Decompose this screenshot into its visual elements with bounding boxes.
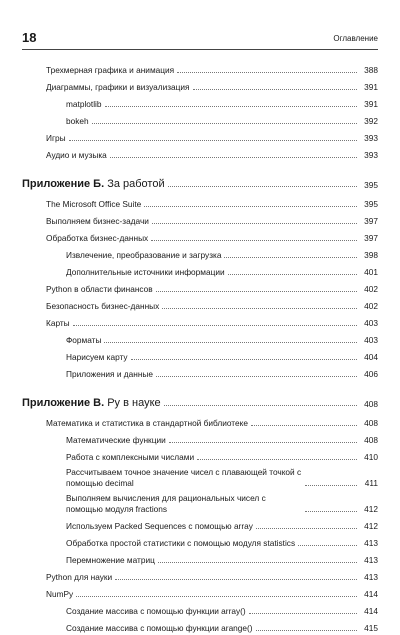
- toc-entry-title: Обработка бизнес-данных: [46, 233, 149, 243]
- toc-entry[interactable]: [22, 228, 378, 245]
- toc-entry-title: Аудио и музыка: [46, 150, 107, 160]
- dot-leader: [131, 359, 357, 360]
- toc-entry-title: Карты: [46, 318, 70, 328]
- dot-leader: [298, 545, 357, 546]
- toc-entry-page: 411: [364, 478, 378, 488]
- toc-entry-title: Создание массива с помощью функции array(): [66, 606, 246, 616]
- toc-entry-title: NumPy: [46, 589, 74, 599]
- toc-entry[interactable]: [22, 447, 378, 464]
- dot-leader: [144, 206, 357, 207]
- dot-leader: [305, 511, 357, 512]
- toc-appendix-c[interactable]: [22, 387, 378, 413]
- toc-entry-title: Создание массива с помощью функции arange(): [66, 623, 253, 633]
- toc-entry[interactable]: [22, 245, 378, 262]
- toc-entry-page: 395: [364, 199, 378, 209]
- toc-entry[interactable]: [22, 145, 378, 162]
- dot-leader: [228, 274, 357, 275]
- toc-entry-page: 414: [364, 589, 378, 599]
- toc-entry-page: 408: [364, 418, 378, 428]
- toc-entry-title: Безопасность бизнес-данных: [46, 301, 160, 311]
- toc-entry-title: Диаграммы, графики и визуализация: [46, 82, 190, 92]
- toc-entry-page: 412: [364, 504, 378, 514]
- toc-entry-title: Python для науки: [46, 572, 113, 582]
- toc-entry[interactable]: [22, 279, 378, 296]
- toc-entry[interactable]: [22, 413, 378, 430]
- dot-leader: [164, 405, 357, 406]
- toc-entry-title: Форматы: [66, 335, 102, 345]
- toc-entry-title: Игры: [46, 133, 66, 143]
- toc-entry-page: 412: [364, 521, 378, 531]
- toc-entry-page: 401: [364, 267, 378, 277]
- toc-entry[interactable]: [22, 330, 378, 347]
- dot-leader: [69, 140, 357, 141]
- toc-entry-page: 398: [364, 250, 378, 260]
- toc-entry-title: Обработка простой статистики с помощью модуля statistics: [66, 538, 296, 548]
- toc-entry[interactable]: [22, 430, 378, 447]
- toc-entry-title: The Microsoft Office Suite: [46, 199, 142, 209]
- dot-leader: [305, 485, 357, 486]
- toc-entry-page: 391: [364, 99, 378, 109]
- toc-entry-title: Работа с комплексными числами: [66, 452, 195, 462]
- dot-leader: [169, 442, 357, 443]
- toc-entry-page: 395: [364, 180, 378, 190]
- toc-entry[interactable]: [22, 77, 378, 94]
- toc-entry[interactable]: [22, 618, 378, 635]
- dot-leader: [76, 596, 357, 597]
- dot-leader: [197, 459, 357, 460]
- toc-entry-page: 414: [364, 606, 378, 616]
- toc-entry[interactable]: [22, 94, 378, 111]
- toc-entry[interactable]: [22, 364, 378, 381]
- dot-leader: [73, 325, 357, 326]
- toc-entry-title: matplotlib: [66, 99, 102, 109]
- dot-leader: [151, 240, 357, 241]
- toc-entry-page: 393: [364, 150, 378, 160]
- page-number: 18: [22, 30, 37, 45]
- toc-entry[interactable]: [22, 464, 378, 490]
- dot-leader: [152, 223, 357, 224]
- toc-entry[interactable]: [22, 313, 378, 330]
- dot-leader: [156, 376, 357, 377]
- dot-leader: [110, 157, 357, 158]
- toc-entry-page: 410: [364, 452, 378, 462]
- toc-entry[interactable]: [22, 296, 378, 313]
- toc-entry-page: 392: [364, 116, 378, 126]
- dot-leader: [104, 342, 357, 343]
- appendix-prefix: Приложение Б.: [22, 178, 105, 190]
- toc-entry-title: Выполняем бизнес-задачи: [46, 216, 149, 226]
- toc-appendix-b[interactable]: [22, 168, 378, 194]
- toc-entry[interactable]: [22, 211, 378, 228]
- dot-leader: [256, 528, 357, 529]
- dot-leader: [251, 425, 357, 426]
- toc-entry-title: Выполняем вычисления для рациональных чисел с помощью модуля fractions: [66, 493, 266, 514]
- dot-leader: [224, 257, 357, 258]
- toc-entry-page: 397: [364, 233, 378, 243]
- toc-entry-page: 413: [364, 572, 378, 582]
- table-of-contents: [22, 60, 378, 635]
- toc-entry[interactable]: [22, 533, 378, 550]
- dot-leader: [256, 630, 357, 631]
- toc-entry-title: Математические функции: [66, 435, 166, 445]
- toc-entry-page: 403: [364, 318, 378, 328]
- toc-entry[interactable]: [22, 128, 378, 145]
- toc-entry[interactable]: [22, 111, 378, 128]
- appendix-title: [22, 178, 165, 190]
- dot-leader: [162, 308, 357, 309]
- toc-entry[interactable]: [22, 516, 378, 533]
- toc-entry-title: Дополнительные источники информации: [66, 267, 225, 277]
- toc-entry-page: 415: [364, 623, 378, 633]
- toc-entry-page: 413: [364, 538, 378, 548]
- toc-entry[interactable]: [22, 60, 378, 77]
- dot-leader: [168, 186, 357, 187]
- toc-entry-page: 408: [364, 399, 378, 409]
- toc-entry-page: 391: [364, 82, 378, 92]
- toc-entry[interactable]: [22, 584, 378, 601]
- appendix-prefix: Приложение В.: [22, 397, 105, 409]
- toc-entry-page: 406: [364, 369, 378, 379]
- running-title: Оглавление: [333, 34, 378, 43]
- toc-entry-title: Нарисуем карту: [66, 352, 128, 362]
- toc-entry-title: Извлечение, преобразование и загрузка: [66, 250, 222, 260]
- toc-entry-title: Математика и статистика в стандартной библиотеке: [46, 418, 248, 428]
- toc-entry-title: Трехмерная графика и анимация: [46, 65, 175, 75]
- toc-entry[interactable]: [22, 490, 378, 516]
- toc-entry-title: Используем Packed Sequences с помощью array: [66, 521, 253, 531]
- toc-entry-page: 404: [364, 352, 378, 362]
- appendix-name: Py в науке: [107, 397, 161, 409]
- toc-entry[interactable]: [22, 262, 378, 279]
- appendix-title: [22, 397, 161, 409]
- dot-leader: [92, 123, 357, 124]
- toc-entry-page: 403: [364, 335, 378, 345]
- dot-leader: [193, 89, 357, 90]
- toc-entry-page: 402: [364, 284, 378, 294]
- toc-entry[interactable]: [22, 601, 378, 618]
- toc-entry[interactable]: [22, 194, 378, 211]
- dot-leader: [177, 72, 357, 73]
- toc-entry[interactable]: [22, 347, 378, 364]
- toc-entry-page: 393: [364, 133, 378, 143]
- page-header: [22, 28, 378, 48]
- toc-entry-title: Python в области финансов: [46, 284, 153, 294]
- dot-leader: [158, 562, 357, 563]
- dot-leader: [249, 613, 357, 614]
- toc-entry-title: Перемножение матриц: [66, 555, 155, 565]
- toc-entry-title: Приложения и данные: [66, 369, 153, 379]
- appendix-name: За работой: [107, 178, 165, 190]
- toc-entry-title: bokeh: [66, 116, 89, 126]
- toc-entry[interactable]: [22, 550, 378, 567]
- dot-leader: [105, 106, 357, 107]
- toc-entry-page: 397: [364, 216, 378, 226]
- toc-entry-page: 402: [364, 301, 378, 311]
- toc-entry-title: Рассчитываем точное значение чисел с плавающей точкой с помощью decimal: [66, 467, 302, 488]
- dot-leader: [115, 579, 357, 580]
- dot-leader: [156, 291, 357, 292]
- toc-entry-page: 388: [364, 65, 378, 75]
- toc-entry-page: 413: [364, 555, 378, 565]
- toc-entry-page: 408: [364, 435, 378, 445]
- header-divider: [22, 49, 378, 50]
